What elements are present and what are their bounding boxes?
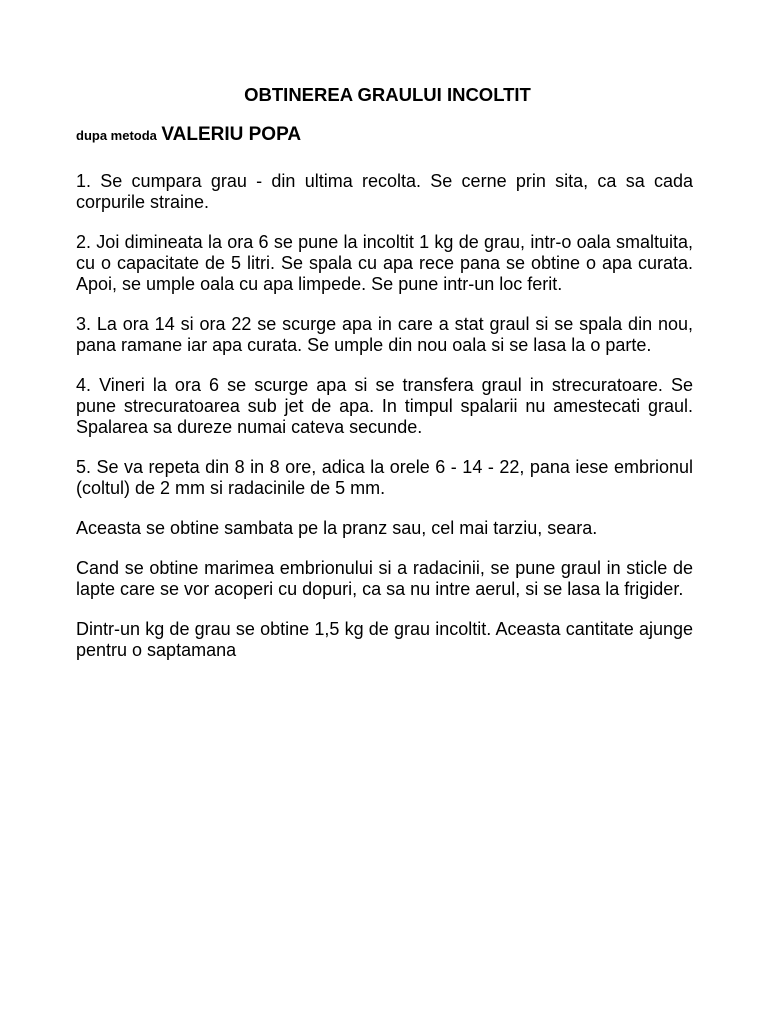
- paragraph-timing-note: Aceasta se obtine sambata pe la pranz sau, cel mai tarziu, seara.: [76, 518, 598, 538]
- paragraph-step-1: 1. Se cumpara grau - din ultima recolta. Se cerne prin sita, ca sa cada corpurile straine.: [76, 171, 693, 212]
- paragraph-storage-note: Cand se obtine marimea embrionului si a radacinii, se pune graul in sticle de lapte care se vor acoperi cu dopuri, ca sa nu intre aerul, si se lasa la frigider.: [76, 558, 693, 599]
- document-page: [76, 84, 693, 680]
- byline-prefix: dupa metoda: [76, 128, 157, 143]
- paragraph-yield-note: Dintr-un kg de grau se obtine 1,5 kg de grau incoltit. Aceasta cantitate ajunge pentru o saptamana: [76, 619, 693, 660]
- paragraph-step-3: 3. La ora 14 si ora 22 se scurge apa in care a stat graul si se spala din nou, pana ramane iar apa curata. Se umple din nou oala si se lasa la o parte.: [76, 314, 693, 355]
- byline: [76, 124, 693, 147]
- document-title: OBTINEREA GRAULUI INCOLTIT: [244, 84, 531, 105]
- paragraph-step-4: 4. Vineri la ora 6 se scurge apa si se transfera graul in strecuratoare. Se pune strecuratoarea sub jet de apa. In timpul spalarii nu amestecati graul. Spalarea sa dureze numai cateva secunde.: [76, 375, 693, 437]
- document-body: [76, 171, 693, 661]
- paragraph-step-5: 5. Se va repeta din 8 in 8 ore, adica la orele 6 - 14 - 22, pana iese embrionul (coltul) de 2 mm si radacinile de 5 mm.: [76, 457, 693, 498]
- byline-author: VALERIU POPA: [161, 124, 302, 145]
- paragraph-step-2: 2. Joi dimineata la ora 6 se pune la incoltit 1 kg de grau, intr-o oala smaltuita, cu o capacitate de 5 litri. Se spala cu apa rece pana se obtine o apa curata. Apoi, se umple oala cu apa limpede. Se pune intr-un loc ferit.: [76, 232, 693, 294]
